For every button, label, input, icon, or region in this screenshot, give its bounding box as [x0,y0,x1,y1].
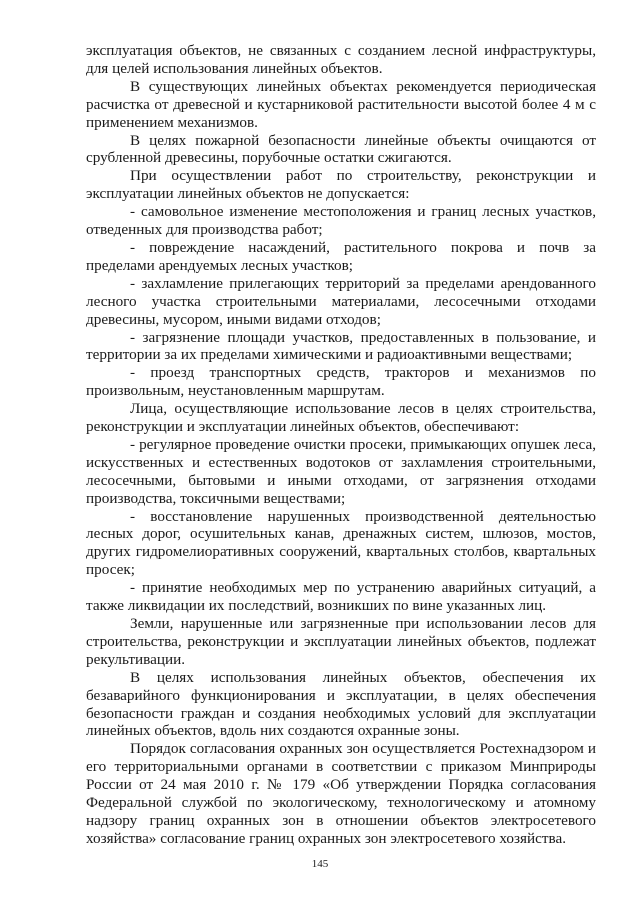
list-item-3: - захламление прилегающих территорий за пределами арендованного лесного участка строительными материалами, лесосечными отходами древесины, мусором, иными видами отходов; [86,274,596,328]
list-item-4: - загрязнение площади участков, предоставленных в пользование, и территории за их пределами химическими и радиоактивными веществами; [86,328,596,364]
paragraph-3: В целях пожарной безопасности линейные объекты очищаются от срубленной древесины, порубочные остатки сжигаются. [86,131,596,167]
list-item-5: - проезд транспортных средств, тракторов и механизмов по произвольным, неустановленным маршрутам. [86,364,596,400]
paragraph-2: В существующих линейных объектах рекомендуется периодическая расчистка от древесной и кустарниковой растительности высотой более 4 м с применением механизмов. [86,77,596,131]
paragraph-7: В целях использования линейных объектов, обеспечения их безаварийного функционирования и эксплуатации, в целях обеспечения безопасности граждан и создания необходимых условий для эксплуатации линейных объектов, вдоль них создаются охранные зоны. [86,668,596,740]
paragraph-8: Порядок согласования охранных зон осуществляется Ростехнадзором и его территориальными органами в соответствии с приказом Минприроды России от 24 мая 2010 г. № 179 «Об утверждении Порядка согласования Федеральной службой по экологическому, технологическому и атомному надзору границ охранных зон в отношении объектов электросетевого хозяйства» согласование границ охранных зон электросетевого хозяйства. [86,740,596,847]
paragraph-1: эксплуатация объектов, не связанных с созданием лесной инфраструктуры, для целей использования линейных объектов. [86,42,596,77]
paragraph-6: Земли, нарушенные или загрязненные при использовании лесов для строительства, реконструкции и эксплуатации линейных объектов, подлежат рекультивации. [86,615,596,668]
list-item-1: - самовольное изменение местоположения и границ лесных участков, отведенных для производства работ; [86,203,596,239]
paragraph-4: При осуществлении работ по строительству, реконструкции и эксплуатации линейных объектов не допускается: [86,167,596,203]
list-item-6: - регулярное проведение очистки просеки, примыкающих опушек леса, искусственных и естественных водотоков от захламления строительными, лесосечными, бытовыми и иными отходами, от загрязнения отходами производства, токсичными веществами; [86,435,596,507]
list-item-8: - принятие необходимых мер по устранению аварийных ситуаций, а также ликвидации их последствий, возникших по вине указанных лиц. [86,579,596,615]
list-item-7: - восстановление нарушенных производственной деятельностью лесных дорог, осушительных канав, дренажных систем, шлюзов, мостов, других гидромелиоративных сооружений, квартальных столбов, квартальных просек; [86,507,596,579]
list-item-2: - повреждение насаждений, растительного покрова и почв за пределами арендуемых лесных участков; [86,238,596,274]
paragraph-5: Лица, осуществляющие использование лесов в целях строительства, реконструкции и эксплуатации линейных объектов, обеспечивают: [86,400,596,436]
document-body [86,42,596,848]
page-number: 145 [311,858,329,870]
